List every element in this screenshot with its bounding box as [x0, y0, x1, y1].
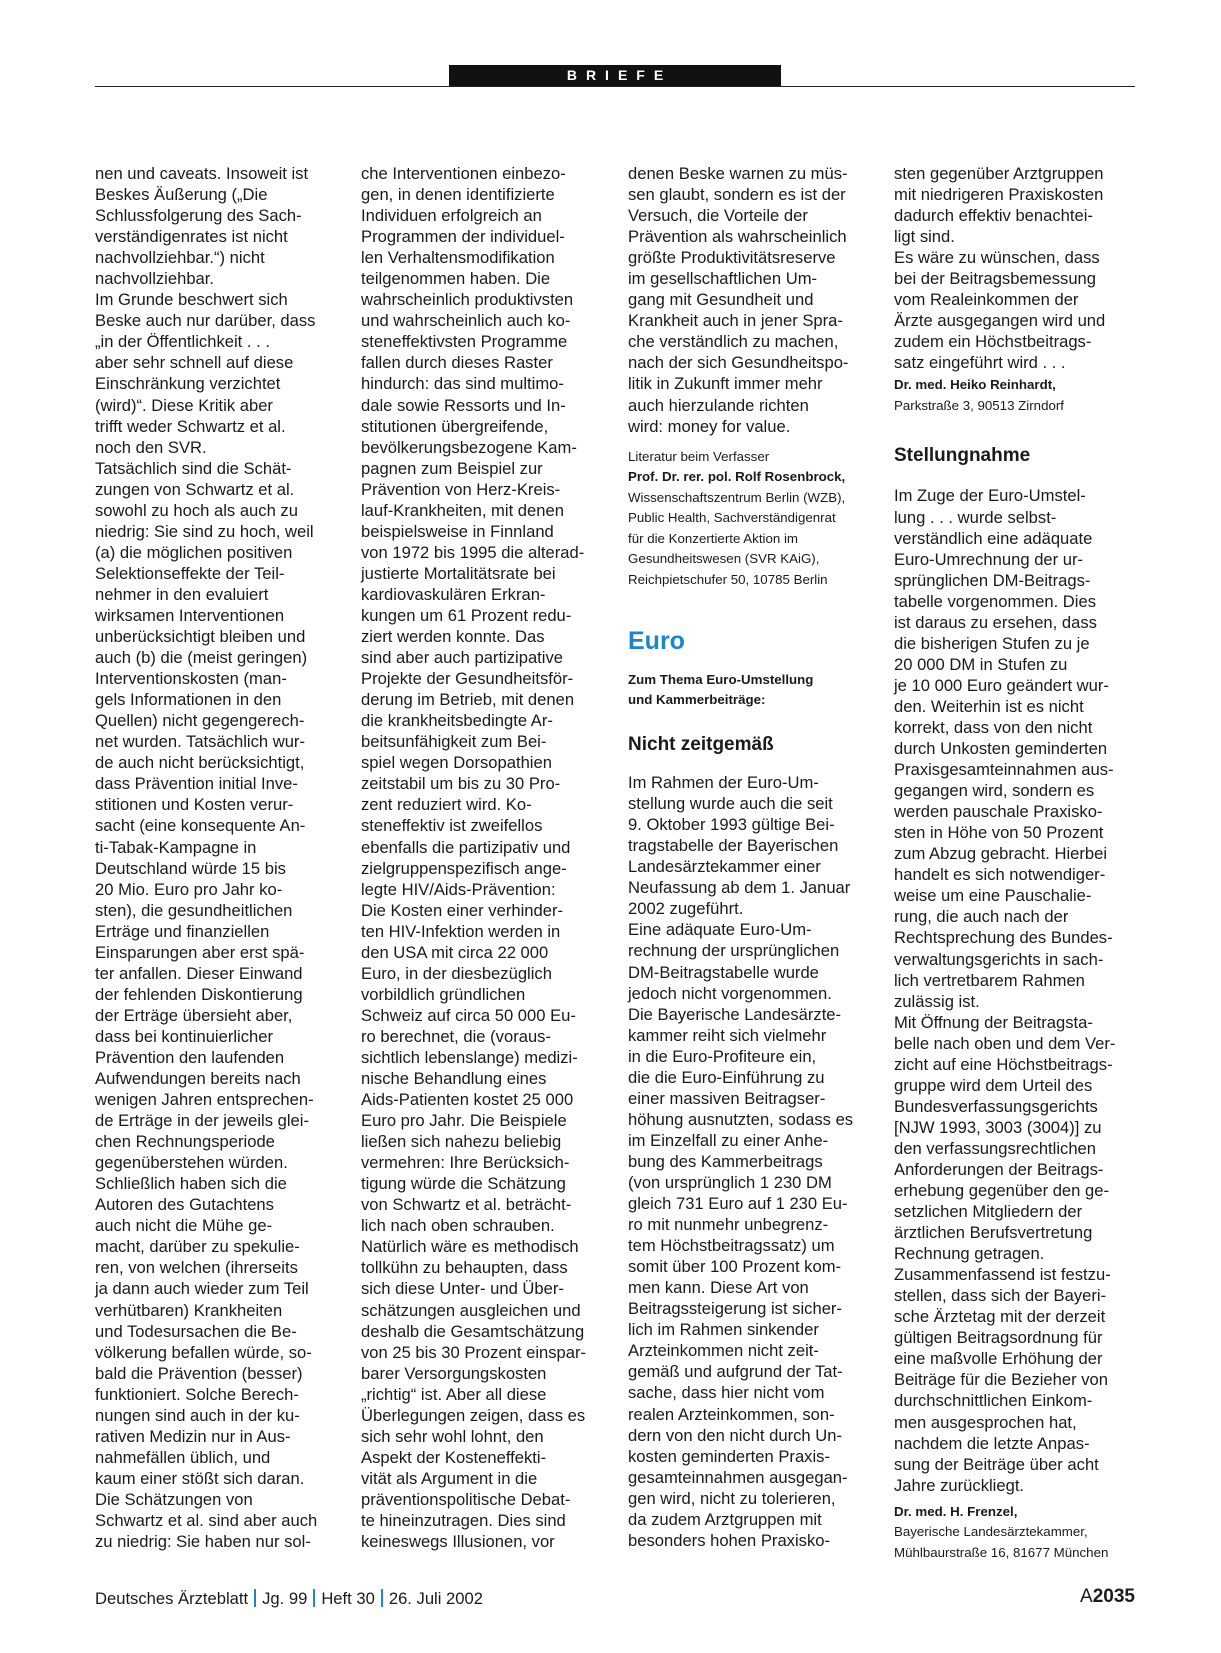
- text-line: nen und caveats. Insoweit ist: [95, 164, 309, 183]
- text-line: einer massiven Beitragser-: [628, 1088, 826, 1108]
- text-line: mit niedrigeren Praxiskosten: [894, 185, 1104, 205]
- text-line: macht, darüber zu spekulie-: [95, 1237, 300, 1257]
- text-line: wenigen Jahren entsprechen-: [95, 1090, 314, 1110]
- text-line: zent reduziert wird. Ko-: [361, 795, 532, 815]
- column-2: [361, 163, 606, 1552]
- text-line: lauf-Krankheiten, mit denen: [361, 500, 564, 520]
- text-line: ren, von welchen (ihrerseits: [95, 1258, 298, 1278]
- col4-intro: [894, 163, 1139, 373]
- text-line: denen Beske warnen zu müs-: [628, 164, 848, 183]
- text-line: Zusammenfassend ist festzu-: [894, 1265, 1111, 1285]
- text-line: durch Unkosten geminderten: [894, 739, 1108, 759]
- text-line: sichtlich lebenslange) medizi-: [361, 1047, 578, 1067]
- column-4: [894, 163, 1139, 1563]
- text-line: korrekt, dass von den nicht: [894, 717, 1093, 737]
- text-line: den USA mit circa 22 000: [361, 942, 549, 962]
- text-line: ro mit nunmehr unbegrenz-: [628, 1215, 829, 1235]
- text-line: ro berechnet, die (voraus-: [361, 1026, 552, 1046]
- text-line: sind aber auch partizipative: [361, 648, 564, 668]
- text-line: Beske auch nur darüber, dass: [95, 311, 316, 331]
- text-line: gegangen wird, sondern es: [894, 781, 1095, 801]
- text-line: im gesellschaftlichen Um-: [628, 269, 818, 289]
- text-line: nische Behandlung eines: [361, 1069, 547, 1089]
- text-line: Programmen der individuel-: [361, 227, 565, 247]
- text-line: de Erträge in der jeweils glei-: [95, 1111, 309, 1131]
- text-line: Im Zuge der Euro-Umstel-: [894, 486, 1086, 506]
- text-line: Landesärztekammer einer: [628, 857, 821, 877]
- text-line: gegenüberstehen würden.: [95, 1153, 288, 1173]
- text-line: Autoren des Gutachtens: [95, 1195, 274, 1215]
- text-line: stitionen und Kosten verur-: [95, 795, 294, 815]
- text-line: tem Höchstbeitragssatz) um: [628, 1236, 835, 1256]
- text-line: belle nach oben und dem Ver-: [894, 1033, 1116, 1053]
- text-line: 20 Mio. Euro pro Jahr ko-: [95, 879, 283, 899]
- text-line: gruppe wird dem Urteil des: [894, 1075, 1093, 1095]
- text-line: net wurden. Tatsächlich wur-: [95, 732, 305, 752]
- text-line: erhebung gegenüber den ge-: [894, 1181, 1109, 1201]
- text-line: sten gegenüber Arztgruppen: [894, 164, 1104, 183]
- topic-line-text: und Kammerbeiträge:: [628, 692, 766, 708]
- text-line: Aspekt der Kosteneffekti-: [361, 1447, 547, 1467]
- text-line: kosten geminderten Praxis-: [628, 1446, 830, 1466]
- text-line: hindurch: das sind multimo-: [361, 374, 564, 394]
- page-prefix: A: [1080, 1586, 1093, 1607]
- text-line: und Todesursachen die Be-: [95, 1321, 297, 1341]
- author-name: Dr. med. H. Frenzel,: [894, 1503, 1018, 1519]
- text-line: Rechnung getragen.: [894, 1244, 1045, 1264]
- text-line: „richtig“ ist. Aber all diese: [361, 1384, 547, 1404]
- text-line: 2002 zugeführt.: [628, 899, 744, 919]
- text-line: ärztlichen Berufsvertretung: [894, 1223, 1093, 1243]
- text-line: Interventionskosten (man-: [95, 669, 287, 689]
- col4-meta-2: [894, 1502, 1139, 1564]
- text-line: präventionspolitische Debat-: [361, 1489, 571, 1509]
- text-line: gleich 731 Euro auf 1 230 Eu-: [628, 1194, 848, 1214]
- text-line: der fehlenden Diskontierung: [95, 984, 303, 1004]
- text-line: Schlussfolgerung des Sach-: [95, 206, 302, 226]
- topic-line-text: Zum Thema Euro-Umstellung: [628, 672, 814, 688]
- text-line: de auch nicht berücksichtigt,: [95, 753, 305, 773]
- text-line: verwaltungsgerichts in sach-: [894, 949, 1104, 969]
- affiliation-line: für die Konzertierte Aktion im: [628, 530, 798, 546]
- text-line: sche Ärztetag mit der derzeit: [894, 1307, 1106, 1327]
- text-line: je 10 000 Euro geändert wur-: [894, 675, 1109, 695]
- text-line: bung des Kammerbeitrags: [628, 1151, 823, 1171]
- text-line: nahmefällen üblich, und: [95, 1447, 271, 1467]
- text-line: der Erträge übersieht aber,: [95, 1005, 293, 1025]
- topic-line: [628, 670, 873, 710]
- text-line: nungen sind auch in der ku-: [95, 1405, 300, 1425]
- text-line: somit über 100 Prozent kom-: [628, 1257, 842, 1277]
- text-line: derung im Betrieb, mit denen: [361, 690, 575, 710]
- text-line: größte Produktivitätsreserve: [628, 248, 836, 268]
- affiliation-line: Gesundheitswesen (SVR KAiG),: [628, 551, 820, 567]
- text-line: rung, die auch nach der: [894, 907, 1069, 927]
- text-line: Ärzte ausgegangen wird und: [894, 311, 1106, 331]
- text-line: nachvollziehbar.“) nicht: [95, 248, 265, 268]
- text-line: wird: money for value.: [628, 416, 791, 436]
- text-line: stellung wurde auch die seit: [628, 794, 833, 814]
- text-line: zungen von Schwartz et al.: [95, 479, 295, 499]
- text-line: Tatsächlich sind die Schät-: [95, 458, 292, 478]
- text-line: sacht (eine konsequente An-: [95, 816, 306, 836]
- text-line: vermehren: Ihre Berücksich-: [361, 1153, 570, 1173]
- text-line: ist daraus zu ersehen, dass: [894, 612, 1097, 632]
- text-line: steneffektivsten Programme: [361, 332, 568, 352]
- text-line: Euro-Umrechnung der ur-: [894, 549, 1084, 569]
- text-line: Prävention den laufenden: [95, 1047, 285, 1067]
- text-line: auch hierzulande richten: [628, 395, 809, 415]
- text-line: ter anfallen. Dieser Einwand: [95, 963, 303, 983]
- text-line: handelt es sich notwendiger-: [894, 865, 1106, 885]
- text-line: legte HIV/Aids-Prävention:: [361, 879, 556, 899]
- text-line: kardiovaskulären Erkran-: [361, 584, 546, 604]
- author-name: Prof. Dr. rer. pol. Rolf Rosenbrock,: [628, 469, 846, 485]
- text-line: satz eingeführt wird . . .: [894, 353, 1066, 373]
- text-line: höhung ausnutzten, sodass es: [628, 1109, 854, 1129]
- text-line: ja dann auch wieder zum Teil: [95, 1279, 309, 1299]
- text-line: gen, in denen identifizierte: [361, 185, 555, 205]
- text-line: nach der sich Gesundheitspo-: [628, 353, 849, 373]
- affiliation-line: Public Health, Sachverständigenrat: [628, 510, 836, 526]
- text-line: zeitstabil um bis zu 30 Pro-: [361, 774, 561, 794]
- footer-separator: [313, 1589, 315, 1607]
- text-line: Aids-Patienten kostet 25 000: [361, 1090, 574, 1110]
- text-line: ließen sich nahezu beliebig: [361, 1132, 562, 1152]
- text-line: gemäß und aufgrund der Tat-: [628, 1362, 843, 1382]
- text-line: schätzungen ausgleichen und: [361, 1300, 581, 1320]
- text-line: Anforderungen der Beitrags-: [894, 1159, 1104, 1179]
- text-line: rativen Medizin nur in Aus-: [95, 1426, 291, 1446]
- text-line: gels Informationen in den: [95, 690, 282, 710]
- text-line: bald die Prävention (besser): [95, 1363, 303, 1383]
- text-line: dern von den nicht durch Un-: [628, 1425, 843, 1445]
- text-line: (von ursprünglich 1 230 DM: [628, 1173, 832, 1192]
- text-line: verständlich eine adäquate: [894, 528, 1093, 548]
- text-line: spiel wegen Dorsopathien: [361, 753, 552, 773]
- text-line: [NJW 1993, 3003 (3004)] zu: [894, 1117, 1102, 1137]
- text-line: Erträge und finanziellen: [95, 921, 270, 941]
- text-line: werden pauschale Praxisko-: [894, 802, 1103, 822]
- text-line: sten), die gesundheitlichen: [95, 900, 293, 920]
- text-line: sich sehr wohl lohnt, den: [361, 1426, 544, 1446]
- text-line: lich vertretbarem Rahmen: [894, 970, 1085, 990]
- text-line: kaum einer stößt sich daran.: [95, 1468, 305, 1488]
- text-line: trifft weder Schwartz et al.: [95, 416, 286, 436]
- column-1: [95, 163, 340, 1552]
- text-line: zu niedrig: Sie haben nur sol-: [95, 1532, 311, 1552]
- text-line: Eine adäquate Euro-Um-: [628, 920, 812, 940]
- literature-note: Literatur beim Verfasser: [628, 448, 770, 464]
- text-line: kungen um 61 Prozent redu-: [361, 605, 572, 625]
- text-line: Einsparungen aber erst spä-: [95, 942, 305, 962]
- text-line: pagnen zum Beispiel zur: [361, 458, 543, 478]
- text-line: „in der Öffentlichkeit . . .: [95, 332, 270, 352]
- text-line: Individuen erfolgreich an: [361, 206, 542, 226]
- text-line: die bisherigen Stufen zu je: [894, 633, 1090, 653]
- journal-name: Deutsches Ärzteblatt: [95, 1589, 249, 1608]
- text-line: 20 000 DM in Stufen zu: [894, 654, 1068, 674]
- text-line: wahrscheinlich produktivsten: [361, 290, 574, 310]
- text-line: ten HIV-Infektion werden in: [361, 921, 561, 941]
- text-line: und wahrscheinlich auch ko-: [361, 311, 571, 331]
- text-line: ligt sind.: [894, 227, 955, 247]
- text-line: dale sowie Ressorts und In-: [361, 395, 566, 415]
- text-line: vorbildlich gründlichen: [361, 984, 526, 1004]
- text-line: rechnung der ursprünglichen: [628, 941, 840, 961]
- text-line: Selektionseffekte der Teil-: [95, 563, 285, 583]
- text-line: funktioniert. Solche Berech-: [95, 1384, 299, 1404]
- text-line: auch (b) die (meist geringen): [95, 648, 308, 668]
- text-line: tabelle vorgenommen. Dies: [894, 591, 1096, 611]
- text-line: sprünglichen DM-Beitrags-: [894, 570, 1091, 590]
- header-rule: [95, 86, 1135, 87]
- text-line: völkerung befallen würde, so-: [95, 1342, 312, 1362]
- text-line: Natürlich wäre es methodisch: [361, 1237, 579, 1257]
- text-line: eine maßvolle Erhöhung der: [894, 1349, 1103, 1369]
- footer-journal-line: [95, 1588, 483, 1610]
- text-line: jedoch nicht vorgenommen.: [628, 983, 832, 1003]
- text-line: da zudem Arztgruppen mit: [628, 1509, 822, 1529]
- affiliation-line: Reichpietschufer 50, 10785 Berlin: [628, 571, 828, 587]
- text-line: ziert werden konnte. Das: [361, 627, 545, 647]
- footer-separator: [254, 1589, 256, 1607]
- text-line: Bundesverfassungsgerichts: [894, 1096, 1098, 1116]
- author-address: Mühlbaurstraße 16, 81677 München: [894, 1544, 1109, 1560]
- text-line: gen wird, nicht zu tolerieren,: [628, 1488, 836, 1508]
- text-line: Quellen) nicht gegengerech-: [95, 711, 305, 731]
- text-line: litik in Zukunft immer mehr: [628, 374, 823, 394]
- text-line: Praxisgesamteinnahmen aus-: [894, 760, 1114, 780]
- text-line: men kann. Diese Art von: [628, 1278, 809, 1298]
- text-line: vität als Argument in die: [361, 1468, 538, 1488]
- text-line: auch nicht die Mühe ge-: [95, 1216, 273, 1236]
- text-line: verhütbaren) Krankheiten: [95, 1300, 283, 1320]
- text-line: sten in Höhe von 50 Prozent: [894, 823, 1104, 843]
- text-line: Prävention von Herz-Kreis-: [361, 479, 561, 499]
- rubric-title: Euro: [628, 627, 685, 656]
- text-line: teilgenommen haben. Die: [361, 269, 551, 289]
- text-line: verständigenrates ist nicht: [95, 227, 288, 247]
- text-line: sowohl zu hoch als auch zu: [95, 500, 298, 520]
- section-label: BRIEFE: [449, 65, 781, 86]
- text-line: che Interventionen einbezo-: [361, 164, 566, 183]
- page-number-value: 2035: [1092, 1586, 1135, 1607]
- author-address: Parkstraße 3, 90513 Zirndorf: [894, 397, 1064, 413]
- text-line: ti-Tabak-Kampagne in: [95, 837, 257, 857]
- text-line: tigung würde die Schätzung: [361, 1174, 566, 1194]
- text-line: stellen, dass sich der Bayeri-: [894, 1286, 1107, 1306]
- text-line: Schwartz et al. sind aber auch: [95, 1511, 318, 1530]
- text-line: gang mit Gesundheit und: [628, 290, 814, 310]
- text-line: (a) die möglichen positiven: [95, 542, 293, 562]
- text-line: noch den SVR.: [95, 437, 207, 457]
- author-name: Dr. med. Heiko Reinhardt,: [894, 377, 1056, 393]
- author-affiliation: [628, 488, 873, 591]
- text-line: Beiträge für die Bezieher von: [894, 1370, 1109, 1390]
- text-line: gesamteinnahmen ausgegan-: [628, 1467, 848, 1487]
- text-line: steneffektiv ist zweifellos: [361, 816, 543, 836]
- text-line: justierte Mortalitätsrate bei: [361, 563, 556, 583]
- col4-body: [894, 485, 1139, 1495]
- text-line: Aufwendungen bereits nach: [95, 1069, 301, 1089]
- text-line: wirksamen Interventionen: [95, 605, 285, 625]
- text-line: im Einzelfall zu einer Anhe-: [628, 1130, 829, 1150]
- text-line: Krankheit auch in jener Spra-: [628, 311, 843, 331]
- journal-volume: Jg. 99: [262, 1589, 308, 1608]
- text-line: zicht auf eine Höchstbeitrags-: [894, 1054, 1113, 1074]
- text-line: dadurch effektiv benachtei-: [894, 206, 1093, 226]
- text-line: chen Rechnungsperiode: [95, 1132, 275, 1152]
- text-line: niedrig: Sie sind zu hoch, weil: [95, 521, 314, 541]
- col4-meta: [894, 375, 1139, 416]
- text-line: Einschränkung verzichtet: [95, 374, 281, 394]
- text-line: realen Arzteinkommen, son-: [628, 1404, 835, 1424]
- letter-headline: Nicht zeitgemäß: [628, 734, 774, 756]
- text-line: von Schwartz et al. beträcht-: [361, 1195, 572, 1215]
- text-line: von 1972 bis 1995 die alterad-: [361, 542, 585, 562]
- page-number: [1080, 1586, 1135, 1608]
- col3-meta: [628, 447, 873, 591]
- text-line: Die Kosten einer verhinder-: [361, 900, 563, 920]
- text-line: DM-Beitragstabelle wurde: [628, 962, 819, 982]
- text-line: zulässig ist.: [894, 991, 980, 1011]
- text-line: Beskes Äußerung („Die: [95, 185, 268, 205]
- text-line: von 25 bis 30 Prozent einspar-: [361, 1342, 587, 1362]
- text-line: beitsunfähigkeit zum Bei-: [361, 732, 547, 752]
- text-line: Euro, in der diesbezüglich: [361, 963, 552, 983]
- text-line: tollkühn zu behaupten, dass: [361, 1258, 568, 1278]
- text-line: Euro pro Jahr. Die Beispiele: [361, 1111, 567, 1131]
- journal-date: 26. Juli 2002: [388, 1589, 483, 1608]
- text-line: weise um eine Pauschalie-: [894, 886, 1092, 906]
- text-line: nachdem die letzte Anpas-: [894, 1433, 1090, 1453]
- text-line: lich nach oben schrauben.: [361, 1216, 555, 1236]
- text-line: fallen durch dieses Raster: [361, 353, 553, 373]
- text-line: Mit Öffnung der Beitragsta-: [894, 1012, 1093, 1032]
- footer-separator: [381, 1589, 383, 1607]
- text-line: bei der Beitragsbemessung: [894, 269, 1097, 289]
- text-line: bevölkerungsbezogene Kam-: [361, 437, 577, 457]
- text-line: len Verhaltensmodifikation: [361, 248, 555, 268]
- text-line: stitutionen übergreifende,: [361, 416, 549, 436]
- text-line: Arzteinkommen nicht zeit-: [628, 1341, 819, 1361]
- text-line: die krankheitsbedingte Ar-: [361, 711, 553, 731]
- text-line: Im Grunde beschwert sich: [95, 290, 288, 310]
- text-line: dass bei kontinuierlicher: [95, 1026, 274, 1046]
- text-line: men ausgesprochen hat,: [894, 1412, 1077, 1432]
- text-line: dass Prävention initial Inve-: [95, 774, 298, 794]
- text-line: Beitragssteigerung ist sicher-: [628, 1299, 842, 1319]
- journal-issue: Heft 30: [321, 1589, 375, 1608]
- text-line: unberücksichtigt bleiben und: [95, 627, 306, 647]
- author-affiliation: Bayerische Landesärztekammer,: [894, 1524, 1088, 1540]
- text-line: Projekte der Gesundheitsför-: [361, 669, 574, 689]
- text-line: aber sehr schnell auf diese: [95, 353, 294, 373]
- text-line: ebenfalls die partizipativ und: [361, 837, 571, 857]
- text-line: zum Abzug gebracht. Hierbei: [894, 844, 1108, 864]
- text-line: te hineinzutragen. Dies sind: [361, 1511, 566, 1530]
- text-line: nachvollziehbar.: [95, 269, 214, 289]
- letter-headline: Stellungnahme: [894, 445, 1031, 467]
- text-line: besonders hohen Praxisko-: [628, 1530, 831, 1550]
- text-line: Versuch, die Vorteile der: [628, 206, 808, 226]
- text-line: Neufassung ab dem 1. Januar: [628, 878, 851, 898]
- text-line: Schließlich haben sich die: [95, 1174, 287, 1194]
- col3-body: [628, 772, 873, 1551]
- text-line: Die Bayerische Landesärzte-: [628, 1004, 842, 1024]
- col3-intro: [628, 163, 873, 437]
- text-line: beispielsweise in Finnland: [361, 521, 554, 541]
- text-line: Schweiz auf circa 50 000 Eu-: [361, 1005, 576, 1025]
- text-line: den. Weiterhin ist es nicht: [894, 696, 1084, 716]
- text-line: zudem ein Höchstbeitrags-: [894, 332, 1092, 352]
- text-line: Im Rahmen der Euro-Um-: [628, 773, 819, 793]
- text-line: gültigen Beitragsordnung für: [894, 1328, 1103, 1348]
- text-line: durchschnittlichen Einkom-: [894, 1391, 1093, 1411]
- text-line: lich im Rahmen sinkender: [628, 1320, 819, 1340]
- text-line: nehmer in den evaluiert: [95, 584, 269, 604]
- text-line: setzlichen Mitgliedern der: [894, 1202, 1083, 1222]
- text-line: Jahre zurückliegt.: [894, 1475, 1025, 1495]
- column-3: [628, 163, 873, 1551]
- text-line: tragstabelle der Bayerischen: [628, 836, 839, 856]
- text-line: che verständlich zu machen,: [628, 332, 839, 352]
- text-line: 9. Oktober 1993 gültige Bei-: [628, 815, 835, 835]
- text-line: sache, dass hier nicht vom: [628, 1383, 825, 1403]
- text-line: Rechtsprechung des Bundes-: [894, 928, 1113, 948]
- text-line: kammer reiht sich vielmehr: [628, 1025, 827, 1045]
- text-line: zielgruppenspezifisch ange-: [361, 858, 567, 878]
- text-line: sen glaubt, sondern es ist der: [628, 185, 846, 205]
- text-line: Prävention als wahrscheinlich: [628, 227, 847, 247]
- text-line: Es wäre zu wünschen, dass: [894, 248, 1100, 268]
- text-line: barer Versorgungskosten: [361, 1363, 547, 1383]
- text-line: keineswegs Illusionen, vor: [361, 1532, 555, 1552]
- text-line: Deutschland würde 15 bis: [95, 858, 286, 878]
- text-line: (wird)“. Diese Kritik aber: [95, 395, 273, 415]
- text-line: den verfassungsrechtlichen: [894, 1138, 1097, 1158]
- text-line: Die Schätzungen von: [95, 1489, 253, 1509]
- text-line: in die Euro-Profiteure ein,: [628, 1046, 817, 1066]
- text-line: die die Euro-Einführung zu: [628, 1067, 825, 1087]
- text-line: vom Realeinkommen der: [894, 290, 1079, 310]
- text-line: sich diese Unter- und Über-: [361, 1279, 564, 1299]
- text-line: Überlegungen zeigen, dass es: [361, 1405, 586, 1425]
- affiliation-line: Wissenschaftszentrum Berlin (WZB),: [628, 489, 846, 505]
- text-line: lung . . . wurde selbst-: [894, 507, 1057, 527]
- text-line: sung der Beiträge über acht: [894, 1454, 1099, 1474]
- text-line: deshalb die Gesamtschätzung: [361, 1321, 585, 1341]
